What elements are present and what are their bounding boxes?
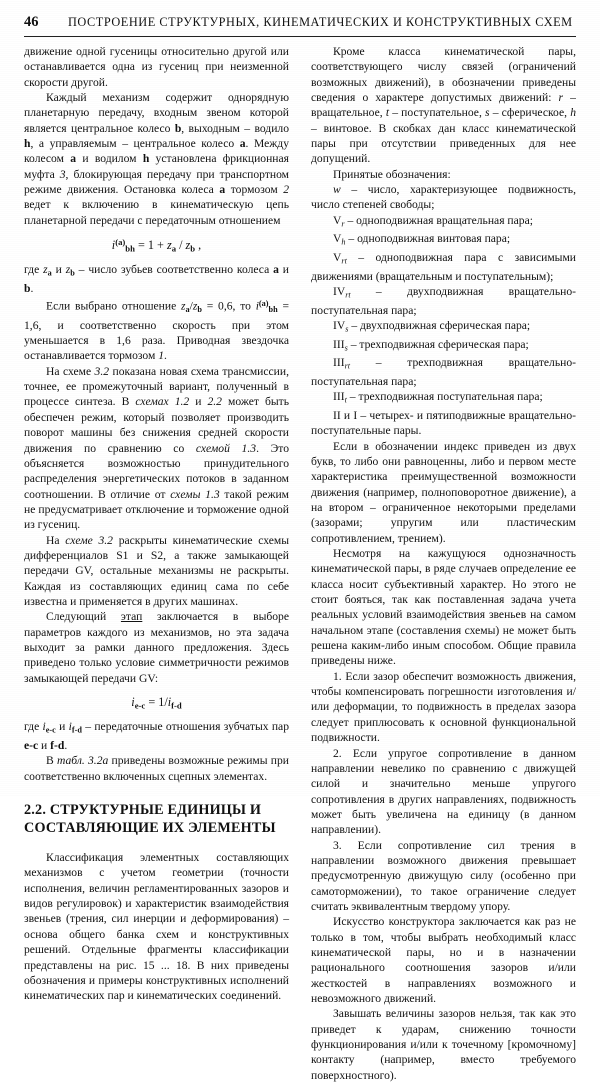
t: – двухподвижная сферическая пара; — [348, 319, 531, 333]
scheme-ref: схеме 3.2 — [65, 533, 113, 547]
t: – трехподвижная вращательно-поступательная пара; — [311, 356, 576, 388]
t: Если выбрано отношение — [46, 300, 181, 314]
gear-pair-fd: f-d — [50, 739, 65, 753]
symbol-h: h — [570, 106, 576, 120]
t: и — [51, 263, 66, 277]
t: – одноподвижная вращательная пара; — [344, 213, 533, 227]
sub: b — [70, 268, 75, 278]
t: – трехподвижная поступательная пара; — [346, 390, 543, 404]
symbol-V: V — [333, 213, 342, 227]
formula-superscript: (a) — [115, 237, 126, 248]
scheme-ref: схемы 1.3 — [170, 487, 220, 501]
section-heading — [24, 801, 289, 837]
t: и — [38, 739, 51, 753]
paragraph-classification: Классификация элементных составляющих механизмов с учетом геометрии (точности исполнения, величин регламентированных зазоров и видов регулировок) и характеристик взаимодействия звеньев (трения, сил инерции и деформирования) – основа общего банка схем и конструктивных решений. Отдельные фрагменты классификации представлены на рис. 15 ... 18. В них приведены обозначения и примеры конструктивных исполнений кинематических пар и кинематических соединений. — [24, 851, 289, 1003]
t: Кроме класса кинематической пары, соответствующего числу связей (ограничений возможных движений), в обозначении приведены сведения о характере допустимых движений: — [311, 45, 576, 105]
symbol-t: t — [385, 106, 390, 120]
symbol-s: s — [485, 106, 490, 120]
notation-Vrt — [311, 250, 576, 284]
t: установлена фрикционная муфта — [24, 152, 289, 181]
var-z: z — [65, 263, 71, 277]
notation-IIIs — [311, 337, 576, 356]
t: где — [24, 720, 43, 734]
part-number-3: 3 — [59, 167, 66, 181]
page-number: 46 — [24, 14, 39, 30]
t: . Между колесом — [24, 137, 289, 166]
t: и водилом — [76, 152, 143, 166]
t: . — [30, 282, 34, 296]
text-columns — [24, 44, 576, 1082]
right-column — [311, 44, 576, 1082]
t: приведены возможные режимы при соответственно включенных сцепных элементах. — [24, 754, 289, 783]
t: , выходным – водило — [181, 121, 289, 135]
part-number-1: 1 — [158, 349, 165, 363]
left-column — [24, 44, 290, 1003]
t: где — [24, 263, 44, 277]
sub: e-c — [45, 725, 56, 735]
symbol-III: III — [333, 390, 345, 404]
t: – винтовое. В скобках дан класс кинематической пары при отсутствии приведенных для нее допущений. — [311, 121, 576, 166]
rule-item-1: 1. Если зазор обеспечит возможность движения, чтобы компенсировать погрешности изготовления и/или деформации, то подвижность в пределах зазора следует приплюсовать к основной функциональной подвижности. — [311, 669, 576, 745]
sub-rt: rt — [345, 290, 351, 300]
emphasis-stage: этап — [120, 610, 143, 624]
gear-label-b: b — [24, 282, 31, 296]
t: – одноподвижная пара с зависимыми движениями (вращательным и поступательным); — [311, 251, 576, 283]
paragraph-next-stage — [24, 609, 289, 686]
formula-symmetry-condition: $i_{e-c} = 1/i_{f-d}$ — [131, 695, 182, 711]
sub: a — [47, 268, 52, 278]
gear-label-a: a — [273, 263, 279, 277]
paragraph-continuation — [24, 44, 289, 90]
t: ведет к включению в кинематическую цепь планетарной передачи с передаточным отношением — [24, 198, 289, 227]
notation-II-I — [311, 408, 576, 439]
t: , блокирующая передачу при транспортном режиме движения. Остановка колеса — [24, 167, 289, 197]
t: . — [64, 739, 68, 753]
running-title: ПОСТРОЕНИЕ СТРУКТУРНЫХ, КИНЕМАТИЧЕСКИХ И КОНСТРУКТИВНЫХ СХЕМ — [68, 15, 573, 29]
running-head — [24, 14, 580, 31]
t: = 0,6, то — [201, 300, 256, 314]
t: = 1,6 — [24, 300, 289, 332]
notation-w — [311, 182, 576, 213]
t: – четырех- и пятиподвижные вращательно-поступательные пары. — [311, 408, 576, 438]
t: , и соответственно скорость при этом уменьшается в 1,6 раза. Приводная звездочка останавливается тормозом — [24, 318, 289, 363]
gear-label-b: b — [174, 121, 182, 135]
scheme-ref: 2.2 — [207, 395, 222, 409]
gear-label-h: h — [142, 152, 150, 166]
section-number: 2.2. — [24, 802, 47, 819]
t: – вращательное, — [311, 91, 576, 120]
paragraph-where-i — [24, 719, 289, 753]
symbol-II-I: II и I — [333, 408, 358, 422]
gear-label-a: a — [70, 152, 77, 166]
var-z: z — [43, 263, 48, 277]
t: такой режим не предусматривает отключение и торможение одной из гусениц. — [24, 487, 289, 532]
t: и — [55, 720, 69, 734]
notation-IVrt — [311, 284, 576, 318]
paragraph-ratio-example: Если выбрано отношение $z_a/z_b = 0,6$, то $i^{(a)}_{bh} = 1,6$, и соответственно скорость при этом уменьшается в 1,6 раза. Приводная звездочка останавливается тормозом 1. — [24, 299, 289, 363]
symbol-IV: IV — [333, 319, 346, 333]
section-title-line1: СТРУКТУРНЫЕ ЕДИНИЦЫ И — [49, 802, 262, 819]
t: и — [278, 263, 290, 277]
symbol-III: III — [333, 356, 345, 370]
t: Следующий — [46, 610, 121, 624]
gear-label-a: a — [219, 183, 226, 197]
t: В — [46, 754, 57, 768]
formula-gear-ratio: $i^{(a)}_{bh} = 1 + z_a / z_b$ , — [111, 237, 202, 254]
paragraph-pair-class — [311, 44, 576, 167]
paragraph-planetary — [24, 90, 289, 228]
t: может быть обеспечен режим, который позволяет производить поворот машины без снижения средней скорости движения по сравнению со — [24, 395, 289, 455]
t: – передаточные отношения зубчатых пар — [81, 720, 289, 734]
paragraph-scheme-32 — [24, 364, 289, 533]
sub-rt: rt — [344, 361, 351, 371]
t: – число, характеризующее подвижность, число степеней свободы; — [311, 183, 576, 212]
notation-IIIrt — [311, 355, 576, 389]
t: На схеме — [46, 364, 95, 378]
gear-label-h: h — [24, 137, 31, 151]
t: – число зубьев соответственно колеса — [74, 263, 274, 277]
t: показана новая схема трансмиссии, точнее, ее промежуточный вариант, полученный в процессе синтеза. В — [24, 364, 289, 409]
sub: f-d — [71, 725, 82, 735]
t: На — [46, 533, 66, 547]
paragraph-differentials — [24, 533, 289, 610]
t: – поступательное, — [389, 106, 486, 120]
paragraph-notation-intro: Принятые обозначения: — [333, 167, 451, 181]
sub-rt: rt — [341, 256, 347, 266]
sub-r: r — [341, 219, 345, 229]
t: тормозом — [225, 183, 284, 197]
t: заключается в выборе параметров каждого из механизмов, но эта задача выходит за рамки данного предложения. Здесь приведено только условие симметричности режимов замыкающей передачи GV: — [24, 610, 289, 685]
paragraph-where-z — [24, 262, 289, 296]
sub-t: t — [344, 395, 347, 405]
gear-label-a: a — [239, 137, 246, 151]
t: – одноподвижная винтовая пара; — [345, 232, 511, 246]
scheme-ref: схемах 1.2 — [135, 395, 190, 409]
formula-subscript: f-d — [171, 700, 182, 711]
gear-pair-ec: e-c — [24, 739, 39, 753]
scheme-ref: 3.2 — [94, 364, 110, 378]
section-title-line2: СОСТАВЛЯЮЩИЕ ИХ ЭЛЕМЕНТЫ — [24, 820, 276, 837]
symbol-III: III — [333, 337, 345, 351]
paragraph-two-letter-index: Если в обозначении индекс приведен из двух букв, то либо они равноценны, либо и первом месте характеристика преимущественной возможности движения (например, полноповоротное движение), а на втором – ограниченное некоторыми пределами (зазорами; упругим или пластическим сопротивлением, трением). — [311, 439, 576, 545]
t: , а управляемым – центральное колесо — [30, 137, 240, 151]
scheme-ref: схемой 1.3 — [195, 441, 257, 455]
notation-Vr — [311, 213, 576, 232]
paragraph-designer-art: Искусство конструктора заключается как раз не только в том, чтобы выбрать необходимый класс кинематической пары, но и в назначении рационального соотношения зазоров и/или жесткостей в направлениях возможного и невозможного движений. — [311, 915, 576, 1005]
symbol-IV: IV — [333, 285, 346, 299]
header-rule — [24, 36, 576, 37]
paragraph-table-ref — [24, 753, 289, 784]
t: – двухподвижная вращательно-поступательная пара; — [311, 285, 576, 317]
notation-IIIt — [311, 389, 576, 408]
rule-item-2: 2. Если упругое сопротивление в данном направлении невелико по сравнению с движущей силой и значительно меньше упругого сопротивления в других направлениях, подвижность может быть увеличена на единицу (в данном направлении). — [311, 746, 576, 837]
paragraph-subjectivity: Несмотря на кажущуюся однозначность кинематической пары, в ряде случаев определение ее класса носит субъективный характер. Но этого не стоит бояться, так как поставленная задача учета реальных условий взаимодействия звеньев на самом начальном этапе (составления схемы) не может быть решена каким-либо иным способом. Общие правила приведены ниже. — [311, 547, 576, 668]
notation-IVs — [311, 318, 576, 337]
t: . — [164, 349, 167, 363]
sub-s: s — [345, 324, 349, 334]
spacer — [24, 837, 289, 850]
table-ref: табл. 3.2а — [56, 754, 109, 768]
symbol-w: w — [333, 183, 341, 197]
symbol-V: V — [333, 251, 342, 265]
var-i: i — [68, 720, 72, 734]
formula-subscript: bh — [125, 243, 135, 254]
sub-s: s — [344, 342, 348, 352]
t: и — [189, 395, 208, 409]
sub-h: h — [341, 237, 346, 247]
rule-item-3: 3. Если сопротивление сил трения в направлении возможного движения превышает предусмотренную движущую силу (особенно при самоторможении), то такое ограничение следует считать эквивалентным твердому упору. — [311, 838, 576, 913]
t: – трехподвижная сферическая пара; — [347, 337, 529, 351]
paragraph-clearance-warning: Завышать величины зазоров нельзя, так как это приведет к ударам, снижению точности функционирования и/или к точечному [кромочному] контакту (например, вместо требуемого поверхностного). — [311, 1007, 576, 1082]
notation-Vh — [311, 231, 576, 250]
formula-subscript: e-c — [134, 700, 146, 711]
symbol-r: r — [558, 91, 564, 105]
paragraph-text: движение одной гусеницы относительно другой или останавливается одна из гусениц при неизменной скорости другой. — [24, 45, 289, 89]
t: Каждый механизм содержит однорядную планетарную передачу, входным звеном которой является центральное колесо — [24, 91, 289, 135]
var-i: i — [42, 720, 46, 734]
t: – сферическое, — [489, 106, 571, 120]
part-number-2: 2 — [283, 183, 290, 197]
t: . Это объясняется возможностью принудительного распределения энергетических потоков в заданном соотношении. В отличие от — [24, 441, 289, 501]
symbol-V: V — [333, 232, 342, 246]
t: раскрыты кинематические схемы дифференциалов S1 и S2, а также замыкающей передачи GV, остальные механизмы не раскрыты. Каждая из составляющих единиц сама по себе известна и применяется в других машинах. — [24, 533, 290, 608]
